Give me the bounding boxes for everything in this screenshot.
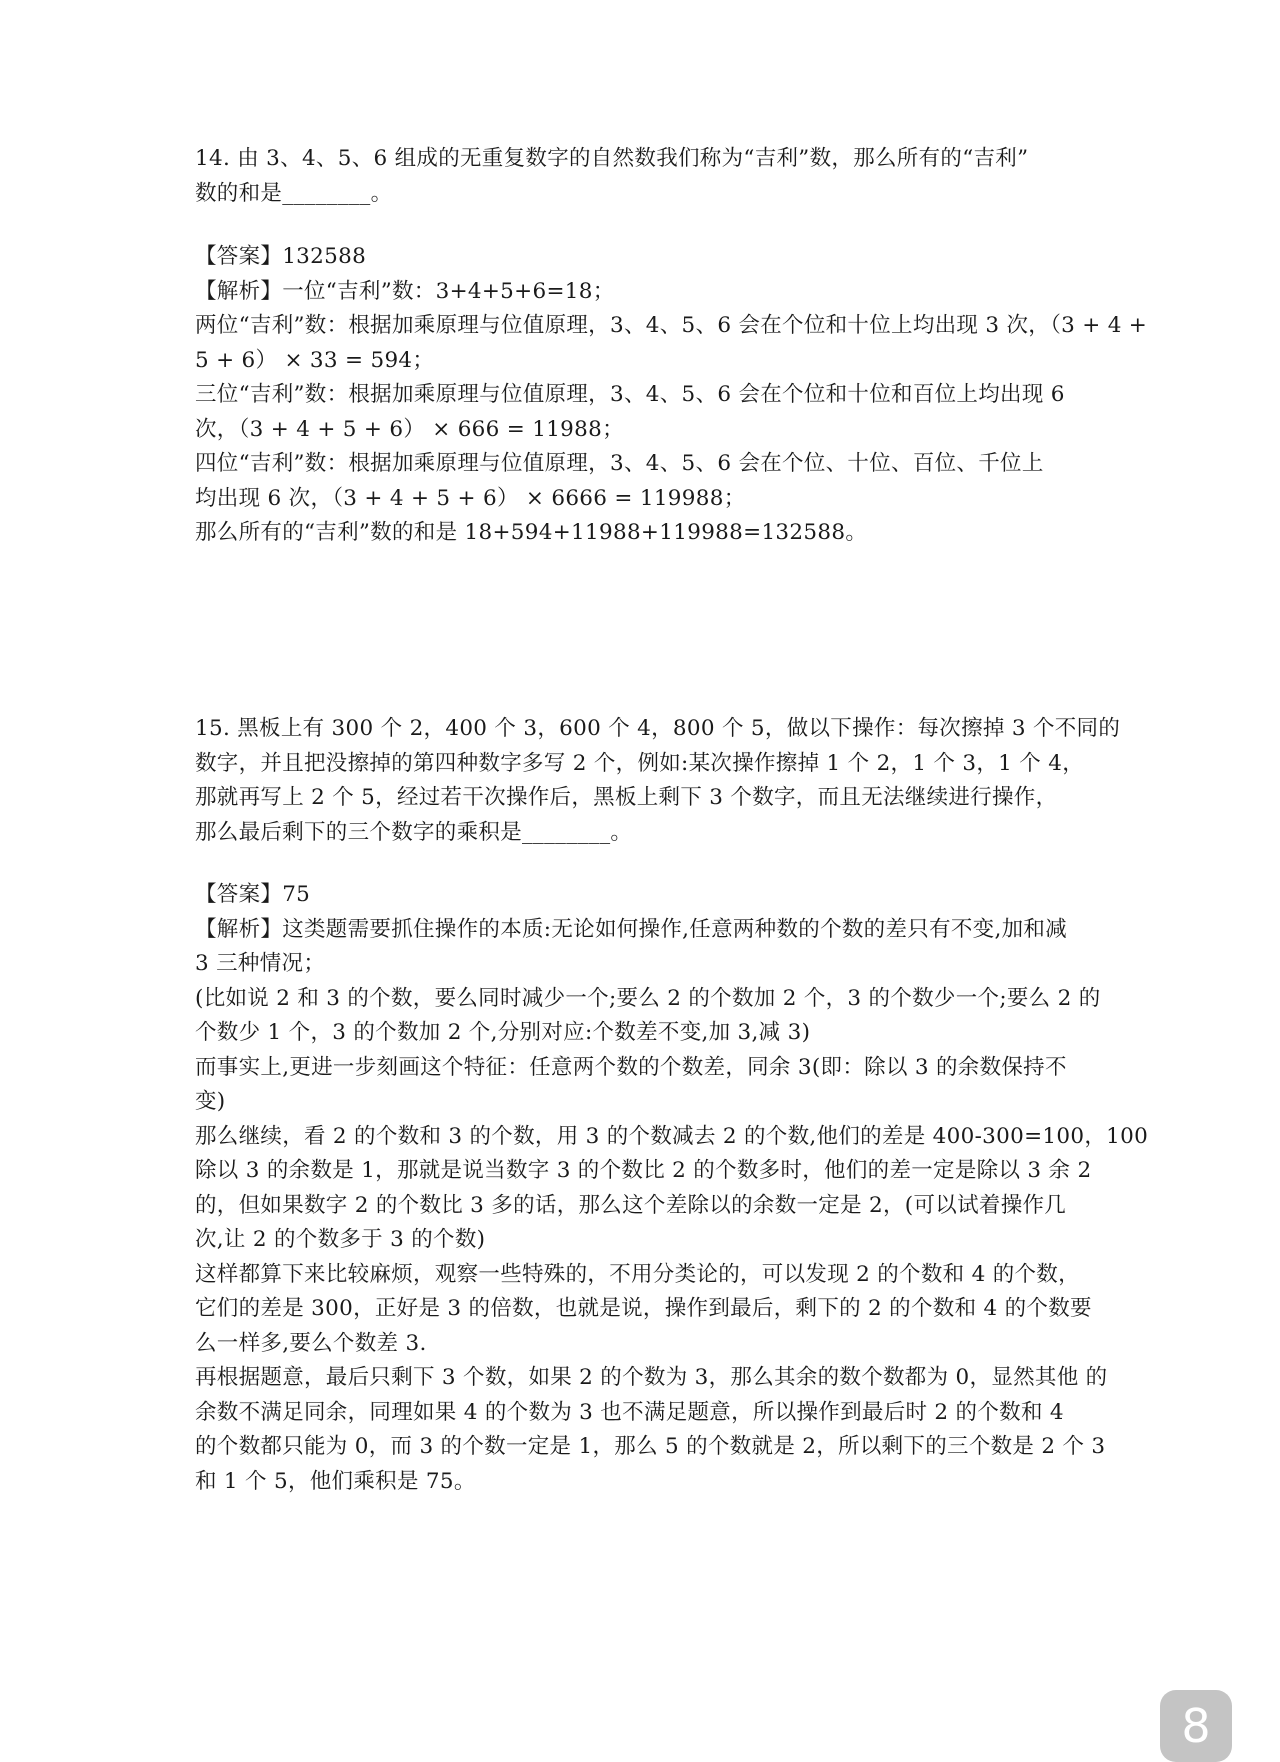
analysis-15-line-3: (比如说 2 和 3 的个数，要么同时减少一个;要么 2 的个数加 2 个，3 的个数少一个;要么 2 的 (195, 985, 1101, 1011)
question-15-line-4: 那么最后剩下的三个数字的乘积是________。 (195, 819, 633, 845)
analysis-15-line-4: 个数少 1 个，3 的个数加 2 个,分别对应:个数差不变,加 3,减 3) (195, 1020, 811, 1045)
analysis-14-line-5: 次，（3 + 4 + 5 + 6） × 666 = 11988； (195, 416, 624, 442)
analysis-15-line-17: 和 1 个 5，他们乘积是 75。 (195, 1468, 476, 1494)
question-15-line-2: 数字，并且把没擦掉的第四种数字多写 2 个，例如:某次操作擦掉 1 个 2，1 个 3，1 个 4， (195, 750, 1085, 776)
answer-14: 【答案】132588 (195, 244, 367, 269)
analysis-15-line-9: 的，但如果数字 2 的个数比 3 多的话，那么这个差除以的余数一定是 2，(可以试着操作几 (195, 1192, 1067, 1218)
analysis-15-line-5: 而事实上,更进一步刻画这个特征：任意两个数的个数差，同余 3(即：除以 3 的余数保持不 (195, 1054, 1067, 1080)
analysis-15-line-8: 除以 3 的余数是 1，那就是说当数字 3 的个数比 2 的个数多时，他们的差一定是除以 3 余 2 (195, 1158, 1092, 1183)
question-14-line-1: 14. 由 3、4、5、6 组成的无重复数字的自然数我们称为“吉利”数，那么所有的“吉利” (195, 146, 1029, 171)
question-14-line-2: 数的和是________。 (195, 180, 393, 206)
analysis-14-line-3: 5 + 6） × 33 = 594； (195, 347, 435, 373)
answer-15: 【答案】75 (195, 882, 311, 907)
analysis-14-line-2: 两位“吉利”数：根据加乘原理与位值原理，3、4、5、6 会在个位和十位上均出现 3 次，（3 + 4 + (195, 313, 1148, 338)
answer-14-section (195, 240, 1148, 551)
analysis-15-line-2: 3 三种情况； (195, 951, 326, 976)
analysis-15-line-10: 次,让 2 的个数多于 3 的个数) (195, 1227, 486, 1252)
analysis-15-line-6: 变) (195, 1089, 226, 1114)
question-15-line-3: 那就再写上 2 个 5，经过若干次操作后，黑板上剩下 3 个数字，而且无法继续进行操作， (195, 785, 1058, 810)
analysis-15-line-12: 它们的差是 300，正好是 3 的倍数，也就是说，操作到最后，剩下的 2 的个数和 4 的个数要 (195, 1296, 1092, 1321)
analysis-14-line-7: 均出现 6 次，（3 + 4 + 5 + 6） × 6666 = 119988； (195, 485, 746, 511)
analysis-15-line-1: 【解析】这类题需要抓住操作的本质:无论如何操作,任意两种数的个数的差只有不变,加和减 (195, 916, 1068, 942)
analysis-15-line-13: 么一样多,要么个数差 3. (195, 1330, 427, 1356)
analysis-14-line-6: 四位“吉利”数：根据加乘原理与位值原理，3、4、5、6 会在个位、十位、百位、千位上 (195, 451, 1044, 476)
analysis-15-line-16: 的个数都只能为 0，而 3 的个数一定是 1，那么 5 的个数就是 2，所以剩下的三个数是 2 个 3 (195, 1434, 1106, 1459)
analysis-15-line-11: 这样都算下来比较麻烦，观察一些特殊的，不用分类论的，可以发现 2 的个数和 4 的个数， (195, 1261, 1080, 1287)
analysis-14-line-1: 【解析】一位“吉利”数：3+4+5+6=18； (195, 278, 615, 304)
analysis-15-line-14: 再根据题意，最后只剩下 3 个数，如果 2 的个数为 3，那么其余的数个数都为 0，显然其他 的 (195, 1365, 1108, 1390)
analysis-15-line-15: 余数不满足同余，同理如果 4 的个数为 3 也不满足题意，所以操作到最后时 2 的个数和 4 (195, 1399, 1064, 1425)
analysis-14-line-4: 三位“吉利”数：根据加乘原理与位值原理，3、4、5、6 会在个位和十位和百位上均出现 6 (195, 382, 1065, 407)
analysis-14-line-8: 那么所有的“吉利”数的和是 18+594+11988+119988=132588。 (195, 520, 868, 545)
answer-15-section (195, 878, 1149, 1499)
analysis-15-line-7: 那么继续，看 2 的个数和 3 的个数，用 3 的个数减去 2 的个数,他们的差是 400-300=100，100 (195, 1123, 1149, 1149)
question-15-line-1: 15. 黑板上有 300 个 2，400 个 3，600 个 4，800 个 5，做以下操作：每次擦掉 3 个不同的 (195, 716, 1121, 741)
question-15 (195, 712, 1121, 850)
page-number-badge: 8 (1160, 1690, 1232, 1762)
question-14 (195, 142, 1095, 211)
